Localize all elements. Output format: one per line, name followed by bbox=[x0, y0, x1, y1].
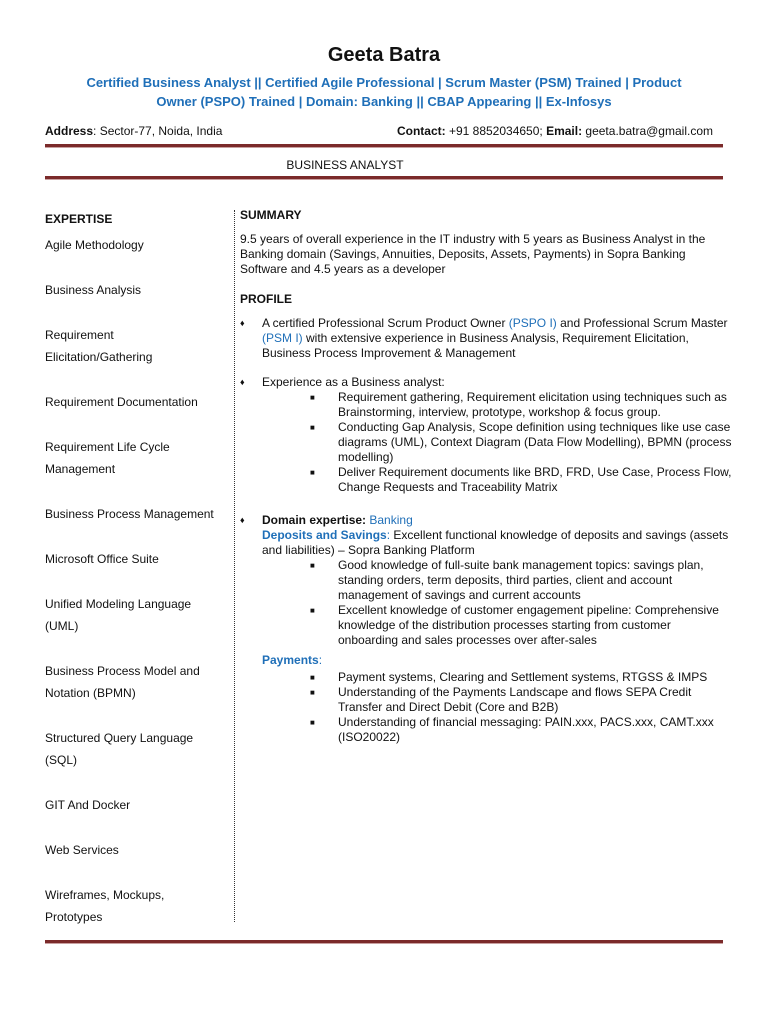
summary-text: 9.5 years of overall experience in the IT industry with 5 years as Business Analyst in the Banking domain (Savings, Annuities, Deposits, Assets, Payments) in Sopra Banking Software and 4.5 years as a developer bbox=[240, 232, 706, 276]
expertise-item-line: Microsoft Office Suite bbox=[45, 552, 159, 566]
footer-rule bbox=[45, 940, 723, 944]
cert-text-2: and Professional Scrum Master bbox=[556, 316, 728, 330]
expertise-item-line: (UML) bbox=[45, 619, 79, 633]
square-bullet-icon: ■ bbox=[310, 561, 315, 570]
deposits-label: Deposits and Savings bbox=[262, 528, 387, 542]
deposits-text: Excellent functional knowledge of deposits and savings (assets and liabilities) – Sopra Banking Platform bbox=[262, 528, 729, 557]
deposits-list bbox=[262, 558, 732, 648]
expertise-item bbox=[45, 727, 230, 771]
expertise-item-line: Business Process Management bbox=[45, 507, 214, 521]
expertise-item-line: Requirement bbox=[45, 328, 114, 342]
sub-bullet-item bbox=[310, 670, 732, 685]
psm-badge: (PSM I) bbox=[262, 331, 303, 345]
sub-bullet-item bbox=[310, 390, 732, 420]
expertise-item bbox=[45, 279, 230, 301]
phone-value: +91 8852034650; bbox=[445, 124, 547, 138]
contact-row bbox=[45, 124, 723, 140]
payments-list bbox=[262, 670, 732, 745]
role-title: BUSINESS ANALYST bbox=[286, 158, 404, 172]
candidate-name: Geeta Batra bbox=[327, 44, 441, 66]
contact-label: Contact: bbox=[396, 124, 446, 138]
tagline bbox=[60, 73, 708, 111]
expertise-item-line: Management bbox=[45, 462, 116, 476]
expertise-item-line: Wireframes, Mockups, bbox=[45, 888, 165, 902]
square-bullet-icon: ■ bbox=[310, 393, 315, 402]
sub-bullet-text: Good knowledge of full-suite bank management topics: savings plan, standing orders, term deposits, third parties, client and account management of savings and current accounts bbox=[338, 558, 704, 602]
ba-experience-intro: Experience as a Business analyst: bbox=[262, 375, 445, 389]
square-bullet-icon: ■ bbox=[310, 688, 315, 697]
expertise-item bbox=[45, 324, 230, 368]
domain-label: Domain expertise: bbox=[262, 513, 370, 527]
address-label: Address bbox=[45, 124, 94, 138]
sub-bullet-text: Requirement gathering, Requirement elicitation using techniques such as Brainstorming, interview, prototype, workshop & focus group. bbox=[338, 390, 727, 419]
expertise-item-line: Business Process Model and bbox=[45, 664, 200, 678]
profile-bullet-domain bbox=[240, 513, 732, 745]
sub-bullet-text: Conducting Gap Analysis, Scope definition using techniques like use case diagrams (UML), Context Diagram (Data Flow Modelling), BPMN (process modelling) bbox=[338, 420, 732, 464]
expertise-item bbox=[45, 660, 230, 704]
expertise-item-line: Requirement Life Cycle bbox=[45, 440, 170, 454]
email-label: Email: bbox=[546, 124, 583, 138]
expertise-item-line: (SQL) bbox=[45, 753, 78, 767]
sub-bullet-item bbox=[310, 465, 732, 495]
diamond-bullet-icon: ♦ bbox=[240, 377, 245, 387]
tagline-line-2: Owner (PSPO) Trained | Domain: Banking || CBAP Appearing || Ex-Infosys bbox=[156, 94, 612, 109]
column-divider bbox=[234, 210, 235, 922]
payments-heading bbox=[262, 653, 732, 668]
payments-colon: : bbox=[318, 653, 323, 667]
contact-info bbox=[397, 124, 713, 138]
sub-bullet-item bbox=[310, 420, 732, 465]
cert-text-3: with extensive experience in Business Analysis, Requirement Elicitation, Business Process Improvement & Management bbox=[262, 331, 689, 360]
sub-bullet-text: Understanding of financial messaging: PAIN.xxx, PACS.xxx, CAMT.xxx (ISO20022) bbox=[338, 715, 714, 744]
sub-bullet-item bbox=[310, 603, 732, 648]
expertise-heading: EXPERTISE bbox=[45, 212, 113, 226]
sub-bullet-item bbox=[310, 558, 732, 603]
sub-bullet-item bbox=[310, 685, 732, 715]
expertise-item-line: Notation (BPMN) bbox=[45, 686, 136, 700]
expertise-column bbox=[45, 208, 230, 951]
square-bullet-icon: ■ bbox=[310, 606, 315, 615]
square-bullet-icon: ■ bbox=[310, 423, 315, 432]
deposits-paragraph bbox=[262, 528, 732, 558]
header-rule bbox=[45, 144, 723, 148]
expertise-item-line: Structured Query Language bbox=[45, 731, 194, 745]
expertise-item bbox=[45, 391, 230, 413]
expertise-item bbox=[45, 794, 230, 816]
sub-bullet-text: Deliver Requirement documents like BRD, FRD, Use Case, Process Flow, Change Requests and Traceability Matrix bbox=[338, 465, 732, 494]
expertise-item bbox=[45, 593, 230, 637]
tagline-line-1: Certified Business Analyst || Certified Agile Professional | Scrum Master (PSM) Trained | Product bbox=[86, 75, 682, 90]
expertise-item-line: Requirement Documentation bbox=[45, 395, 198, 409]
sub-bullet-item bbox=[310, 715, 732, 745]
expertise-item-line: Unified Modeling Language bbox=[45, 597, 192, 611]
main-column bbox=[240, 208, 732, 759]
expertise-item bbox=[45, 503, 230, 525]
profile-bullet-ba-experience bbox=[240, 375, 732, 495]
address bbox=[45, 124, 222, 138]
square-bullet-icon: ■ bbox=[310, 673, 315, 682]
domain-line bbox=[262, 513, 732, 528]
sub-bullet-text: Payment systems, Clearing and Settlement systems, RTGSS & IMPS bbox=[338, 670, 708, 684]
payments-label: Payments bbox=[262, 653, 319, 667]
expertise-item bbox=[45, 234, 230, 256]
expertise-list bbox=[45, 234, 230, 928]
diamond-bullet-icon: ♦ bbox=[240, 515, 245, 525]
profile-heading: PROFILE bbox=[240, 292, 293, 306]
expertise-item bbox=[45, 884, 230, 928]
cert-text-1: A certified Professional Scrum Product Owner bbox=[262, 316, 509, 330]
square-bullet-icon: ■ bbox=[310, 468, 315, 477]
sub-bullet-text: Excellent knowledge of customer engagement pipeline: Comprehensive knowledge of the distribution processes starting from customer onboarding and sales processes over after-sales bbox=[338, 603, 719, 647]
expertise-item-line: GIT And Docker bbox=[45, 798, 131, 812]
expertise-item-line: Agile Methodology bbox=[45, 238, 144, 252]
pspo-badge: (PSPO I) bbox=[508, 316, 557, 330]
sub-bullet-text: Understanding of the Payments Landscape and flows SEPA Credit Transfer and Direct Debit (Core and B2B) bbox=[338, 685, 692, 714]
profile-bullet-certification bbox=[240, 316, 732, 361]
ba-experience-list bbox=[262, 390, 732, 495]
email-value: geeta.batra@gmail.com bbox=[582, 124, 713, 138]
expertise-item bbox=[45, 839, 230, 861]
square-bullet-icon: ■ bbox=[310, 718, 315, 727]
role-rule bbox=[45, 176, 723, 180]
expertise-item-line: Elicitation/Gathering bbox=[45, 350, 153, 364]
deposits-colon: : bbox=[386, 528, 391, 542]
expertise-item bbox=[45, 548, 230, 570]
expertise-item-line: Business Analysis bbox=[45, 283, 142, 297]
expertise-item-line: Prototypes bbox=[45, 910, 103, 924]
expertise-item bbox=[45, 436, 230, 480]
domain-value: Banking bbox=[369, 513, 413, 527]
address-value: : Sector-77, Noida, India bbox=[93, 124, 223, 138]
diamond-bullet-icon: ♦ bbox=[240, 318, 245, 328]
expertise-item-line: Web Services bbox=[45, 843, 119, 857]
summary-heading: SUMMARY bbox=[240, 208, 302, 222]
